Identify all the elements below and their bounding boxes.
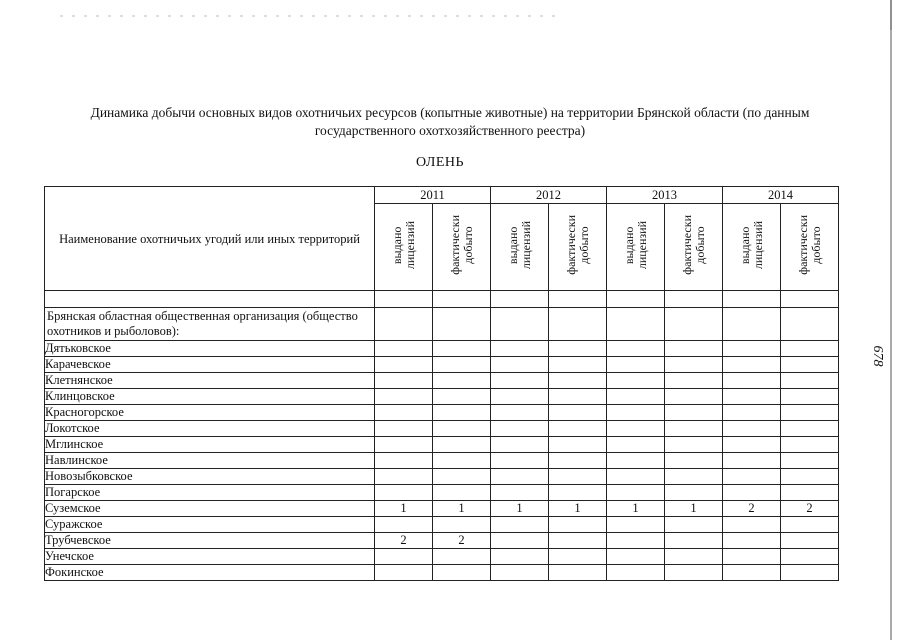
value-cell (665, 437, 723, 453)
territory-name: Красногорское (45, 405, 375, 421)
table-row (45, 405, 839, 421)
value-cell (781, 469, 839, 485)
value-cell (723, 517, 781, 533)
year-header: 2012 (491, 187, 607, 204)
value-cell (723, 405, 781, 421)
empty-cell (607, 291, 665, 308)
sub-header-label: выдано лицензий (621, 220, 649, 270)
value-cell (607, 405, 665, 421)
value-cell (665, 405, 723, 421)
value-cell (781, 341, 839, 357)
value-cell (549, 549, 607, 565)
value-cell (375, 389, 433, 405)
table-row (45, 501, 839, 517)
value-cell (491, 405, 549, 421)
value-cell (723, 565, 781, 581)
value-cell (781, 533, 839, 549)
value-cell (433, 485, 491, 501)
value-cell (723, 389, 781, 405)
territory-name: Трубчевское (45, 533, 375, 549)
empty-cell (433, 291, 491, 308)
value-cell (781, 308, 839, 341)
value-cell (491, 453, 549, 469)
value-cell (723, 453, 781, 469)
value-cell (665, 533, 723, 549)
value-cell (491, 485, 549, 501)
territory-name: Мглинское (45, 437, 375, 453)
value-cell (665, 517, 723, 533)
table-row (45, 453, 839, 469)
sub-header-label: выдано лицензий (505, 220, 533, 270)
value-cell (491, 357, 549, 373)
territory-name: Клинцовское (45, 389, 375, 405)
empty-cell (491, 291, 549, 308)
value-cell: 2 (433, 533, 491, 549)
value-cell (723, 421, 781, 437)
value-cell (375, 549, 433, 565)
value-cell (781, 485, 839, 501)
value-cell (491, 341, 549, 357)
value-cell (549, 517, 607, 533)
empty-cell (723, 291, 781, 308)
table-row (45, 565, 839, 581)
table-row (45, 533, 839, 549)
value-cell (375, 341, 433, 357)
value-cell (665, 308, 723, 341)
empty-cell (375, 291, 433, 308)
value-cell (781, 389, 839, 405)
value-cell (375, 421, 433, 437)
licenses-issued-header (723, 204, 781, 291)
value-cell (665, 373, 723, 389)
value-cell: 2 (375, 533, 433, 549)
territory-name: Новозыбковское (45, 469, 375, 485)
page-number: 678 (870, 345, 885, 367)
territory-name: Суземское (45, 501, 375, 517)
licenses-issued-header (375, 204, 433, 291)
value-cell (491, 421, 549, 437)
value-cell (549, 453, 607, 469)
value-cell: 1 (607, 501, 665, 517)
value-cell (665, 565, 723, 581)
value-cell (723, 549, 781, 565)
value-cell (375, 405, 433, 421)
value-cell (433, 469, 491, 485)
value-cell (607, 517, 665, 533)
value-cell (433, 453, 491, 469)
value-cell (375, 453, 433, 469)
value-cell (723, 308, 781, 341)
value-cell (723, 469, 781, 485)
animal-heading: ОЛЕНЬ (415, 155, 465, 170)
value-cell (433, 437, 491, 453)
value-cell (607, 373, 665, 389)
table-row (45, 341, 839, 357)
year-header: 2011 (375, 187, 491, 204)
actually-harvested-header (781, 204, 839, 291)
table-row (45, 469, 839, 485)
value-cell (433, 549, 491, 565)
value-cell (781, 549, 839, 565)
value-cell (549, 565, 607, 581)
value-cell (549, 421, 607, 437)
value-cell (665, 549, 723, 565)
table-row (45, 437, 839, 453)
value-cell (433, 421, 491, 437)
value-cell (433, 389, 491, 405)
value-cell (723, 533, 781, 549)
value-cell (491, 437, 549, 453)
territory-name: Карачевское (45, 357, 375, 373)
empty-cell (665, 291, 723, 308)
value-cell (607, 533, 665, 549)
actually-harvested-header (549, 204, 607, 291)
territory-name: Клетнянское (45, 373, 375, 389)
value-cell (433, 357, 491, 373)
value-cell (549, 437, 607, 453)
territory-name: Суражское (45, 517, 375, 533)
actually-harvested-header (433, 204, 491, 291)
value-cell (607, 469, 665, 485)
value-cell (607, 341, 665, 357)
value-cell (607, 485, 665, 501)
value-cell (549, 341, 607, 357)
value-cell (549, 469, 607, 485)
sub-header-label: фактически добыто (795, 215, 823, 275)
territory-name: Унечское (45, 549, 375, 565)
value-cell: 1 (665, 501, 723, 517)
value-cell (491, 549, 549, 565)
value-cell: 1 (491, 501, 549, 517)
value-cell (781, 437, 839, 453)
value-cell (491, 389, 549, 405)
value-cell (781, 517, 839, 533)
value-cell (375, 437, 433, 453)
value-cell: 1 (375, 501, 433, 517)
value-cell (549, 405, 607, 421)
value-cell (549, 533, 607, 549)
sub-header-label: фактически добыто (563, 215, 591, 275)
table-row (45, 549, 839, 565)
sub-header-label: выдано лицензий (389, 220, 417, 270)
value-cell (665, 453, 723, 469)
table-row (45, 517, 839, 533)
value-cell (607, 421, 665, 437)
sub-header-label: фактически добыто (679, 215, 707, 275)
sub-header-label: фактически добыто (447, 215, 475, 275)
table-row (45, 389, 839, 405)
value-cell (665, 341, 723, 357)
value-cell: 1 (549, 501, 607, 517)
value-cell (433, 341, 491, 357)
value-cell (781, 357, 839, 373)
value-cell (549, 357, 607, 373)
licenses-issued-header (607, 204, 665, 291)
value-cell (549, 373, 607, 389)
value-cell (607, 389, 665, 405)
value-cell (607, 357, 665, 373)
territory-name: Брянская областная общественная организация (общество охотников и рыболовов): (45, 308, 375, 341)
value-cell (723, 437, 781, 453)
value-cell (375, 308, 433, 341)
value-cell (781, 565, 839, 581)
value-cell (723, 485, 781, 501)
territory-name: Навлинское (45, 453, 375, 469)
territory-name: Погарское (45, 485, 375, 501)
value-cell (723, 373, 781, 389)
territory-name: Дятьковское (45, 341, 375, 357)
actually-harvested-header (665, 204, 723, 291)
sub-header-label: выдано лицензий (737, 220, 765, 270)
value-cell (607, 565, 665, 581)
value-cell (375, 469, 433, 485)
value-cell (665, 421, 723, 437)
value-cell (607, 308, 665, 341)
value-cell (665, 469, 723, 485)
licenses-issued-header (491, 204, 549, 291)
value-cell (549, 485, 607, 501)
value-cell (375, 373, 433, 389)
value-cell (491, 517, 549, 533)
table-row (45, 308, 839, 341)
value-cell: 2 (781, 501, 839, 517)
value-cell (433, 517, 491, 533)
value-cell (781, 453, 839, 469)
year-header: 2013 (607, 187, 723, 204)
value-cell (549, 389, 607, 405)
value-cell: 1 (433, 501, 491, 517)
empty-cell (549, 291, 607, 308)
territory-name: Локотское (45, 421, 375, 437)
value-cell (491, 533, 549, 549)
value-cell (433, 405, 491, 421)
value-cell (375, 357, 433, 373)
table-row (45, 421, 839, 437)
harvest-table (44, 186, 839, 581)
table-row (45, 373, 839, 389)
value-cell (665, 357, 723, 373)
column-header-name: Наименование охотничьих угодий или иных территорий (45, 187, 375, 291)
spacer-row (45, 291, 839, 308)
value-cell (781, 373, 839, 389)
value-cell (433, 565, 491, 581)
year-header: 2014 (723, 187, 839, 204)
value-cell (491, 373, 549, 389)
empty-cell (45, 291, 375, 308)
table-row (45, 357, 839, 373)
empty-cell (781, 291, 839, 308)
value-cell (375, 565, 433, 581)
value-cell (375, 517, 433, 533)
value-cell: 2 (723, 501, 781, 517)
value-cell (607, 549, 665, 565)
value-cell (781, 405, 839, 421)
value-cell (607, 437, 665, 453)
document-title: Динамика добычи основных видов охотничьих ресурсов (копытные животные) на территории Брянской области (по данным государственного охотхозяйственного реестра) (90, 105, 810, 138)
value-cell (433, 373, 491, 389)
value-cell (549, 308, 607, 341)
value-cell (433, 308, 491, 341)
value-cell (491, 469, 549, 485)
value-cell (491, 308, 549, 341)
territory-name: Фокинское (45, 565, 375, 581)
table-row (45, 485, 839, 501)
value-cell (723, 341, 781, 357)
value-cell (491, 565, 549, 581)
value-cell (665, 485, 723, 501)
value-cell (781, 421, 839, 437)
value-cell (723, 357, 781, 373)
value-cell (375, 485, 433, 501)
value-cell (607, 453, 665, 469)
value-cell (665, 389, 723, 405)
